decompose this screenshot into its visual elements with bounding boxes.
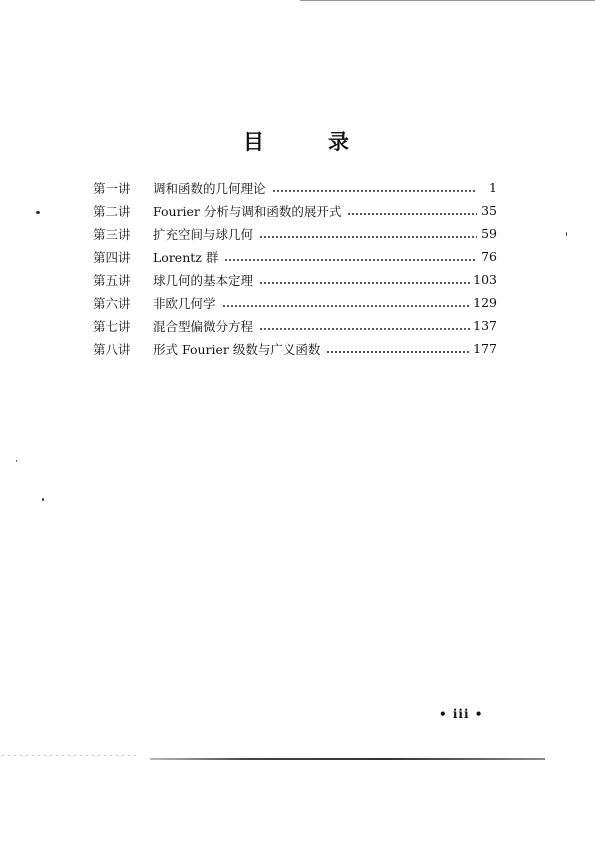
toc-entry-label: 第四讲	[93, 249, 131, 265]
toc-entry[interactable]	[93, 314, 497, 337]
toc-entry-page: 35	[481, 203, 497, 218]
toc-entry-label: 第二讲	[93, 203, 131, 219]
page-title	[0, 126, 595, 156]
page-number-folio: • iii •	[439, 707, 484, 721]
toc-entry[interactable]	[93, 245, 497, 268]
toc-entry-page: 76	[481, 249, 497, 264]
toc-entry-label: 第三讲	[93, 226, 131, 242]
toc-entry[interactable]	[93, 176, 497, 199]
toc-dot-leader	[347, 213, 477, 215]
table-of-contents	[93, 176, 497, 360]
scan-speck	[16, 460, 17, 462]
scan-speck	[36, 211, 40, 214]
toc-entry-page: 129	[473, 295, 497, 310]
toc-entry-title: 球几何的基本定理	[153, 272, 254, 288]
scan-speck	[566, 232, 567, 236]
toc-dot-leader	[326, 351, 471, 353]
toc-entry-title: 形式 Fourier 级数与广义函数	[153, 341, 321, 357]
toc-entry-page: 137	[473, 318, 497, 333]
toc-entry-page: 103	[473, 272, 497, 287]
toc-entry-label: 第七讲	[93, 318, 131, 334]
toc-entry-title: Fourier 分析与调和函数的展开式	[153, 203, 342, 219]
toc-dot-leader	[224, 259, 477, 261]
toc-entry[interactable]	[93, 222, 497, 245]
title-char-2: 录	[328, 129, 349, 154]
toc-entry-title: 混合型偏微分方程	[153, 318, 254, 334]
toc-entry-page: 59	[481, 226, 497, 241]
toc-entry-page: 1	[489, 180, 497, 195]
toc-entry-label: 第八讲	[93, 341, 131, 357]
toc-entry[interactable]	[93, 291, 497, 314]
toc-entry-label: 第六讲	[93, 295, 131, 311]
toc-entry-label: 第一讲	[93, 180, 131, 196]
bottom-dotted-rule	[0, 755, 140, 756]
toc-entry-label: 第五讲	[93, 272, 131, 288]
toc-dot-leader	[272, 190, 477, 192]
title-char-1: 目	[243, 129, 264, 154]
toc-dot-leader	[259, 328, 471, 330]
toc-entry-title: 调和函数的几何理论	[153, 180, 266, 196]
toc-dot-leader	[222, 305, 472, 307]
toc-entry-page: 177	[473, 341, 497, 356]
toc-dot-leader	[259, 236, 477, 238]
toc-entry[interactable]	[93, 268, 497, 291]
bottom-rule	[150, 758, 545, 760]
toc-dot-leader	[259, 282, 471, 284]
toc-entry-title: 扩充空间与球几何	[153, 226, 254, 242]
scan-speck	[42, 498, 44, 501]
toc-entry-title: Lorentz 群	[153, 249, 219, 265]
toc-entry[interactable]	[93, 337, 497, 360]
toc-entry-title: 非欧几何学	[153, 295, 216, 311]
top-edge-line	[300, 0, 595, 1]
toc-entry[interactable]	[93, 199, 497, 222]
